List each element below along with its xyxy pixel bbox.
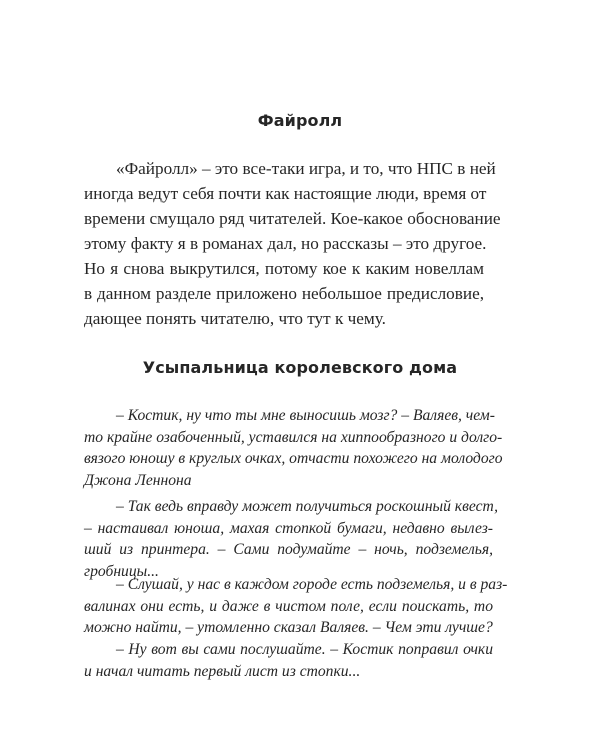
text-line: времени смущало ряд читателей. Кое-какое обоснование (84, 209, 501, 228)
text-line: дающее понять читателю, что тут к чему. (84, 309, 386, 328)
section-title-fairoll: Файролл (257, 111, 343, 130)
text-line: – Слушай, у нас в каждом городе есть подземелья, и в раз- (116, 576, 508, 593)
text-line: Джона Леннона (84, 471, 192, 489)
story-paragraph (84, 574, 508, 639)
text-line: вязого юношу в круглых очках, отчасти похожего на молодого (84, 450, 503, 467)
text-line: – Так ведь вправду может получиться роскошный квест, (116, 498, 499, 515)
text-line: «Файролл» – это все-таки игра, и то, что НПС в ней (116, 159, 496, 178)
text-line: ший из принтера. – Сами подумайте – ночь, подземелья, (84, 541, 493, 558)
text-line: можно найти, – утомленно сказал Валяев. – Чем эти лучше? (84, 619, 493, 636)
text-line: в данном разделе приложено небольшое предисловие, (84, 284, 484, 303)
text-line: гробницы... (84, 562, 159, 580)
text-line: иногда ведут себя почти как настоящие люди, время от (84, 184, 487, 203)
intro-paragraph (84, 156, 501, 331)
story-paragraph (84, 405, 503, 491)
story-paragraph (84, 639, 493, 682)
text-line: то крайне озабоченный, уставился на хиппообразного и долго- (84, 428, 503, 446)
text-line: – Костик, ну что ты мне выносишь мозг? – Валяев, чем- (116, 407, 495, 424)
text-line: валинах они есть, и даже в чистом поле, если поискать, то (84, 597, 493, 615)
text-line: – настаивал юноша, махая стопкой бумаги, недавно вылез- (84, 519, 493, 537)
text-line: и начал читать первый лист из стопки... (84, 662, 361, 680)
text-line: этому факту я в романах дал, но рассказы – это другое. (84, 234, 487, 253)
text-line: Но я снова выкрутился, потому кое к каким новеллам (84, 259, 484, 278)
story-paragraph (84, 496, 499, 582)
text-line: – Ну вот вы сами послушайте. – Костик поправил очки (116, 641, 493, 658)
section-title-tomb: Усыпальница королевского дома (142, 358, 458, 377)
